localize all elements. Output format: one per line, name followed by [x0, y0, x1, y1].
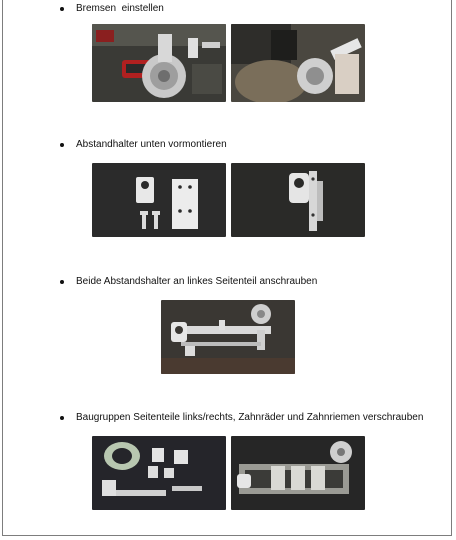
spacer-parts-photo: [92, 163, 226, 237]
side-panel-spacer-photo: [161, 300, 295, 374]
step-heading: Beide Abstandshalter an linkes Seitenteil anschrauben: [76, 276, 318, 287]
brake-adjust-photo-1: [92, 24, 226, 102]
assembly-parts-photo: [92, 436, 226, 510]
step-heading: Bremsen einstellen: [76, 3, 164, 14]
step-heading: Baugruppen Seitenteile links/rechts, Zahnräder und Zahnriemen verschrauben: [76, 412, 424, 423]
assembled-sides-photo: [231, 436, 365, 510]
spacer-assembled-photo: [231, 163, 365, 237]
document-page: [2, 0, 452, 536]
step-heading: Abstandhalter unten vormontieren: [76, 139, 227, 150]
brake-adjust-photo-2: [231, 24, 365, 102]
